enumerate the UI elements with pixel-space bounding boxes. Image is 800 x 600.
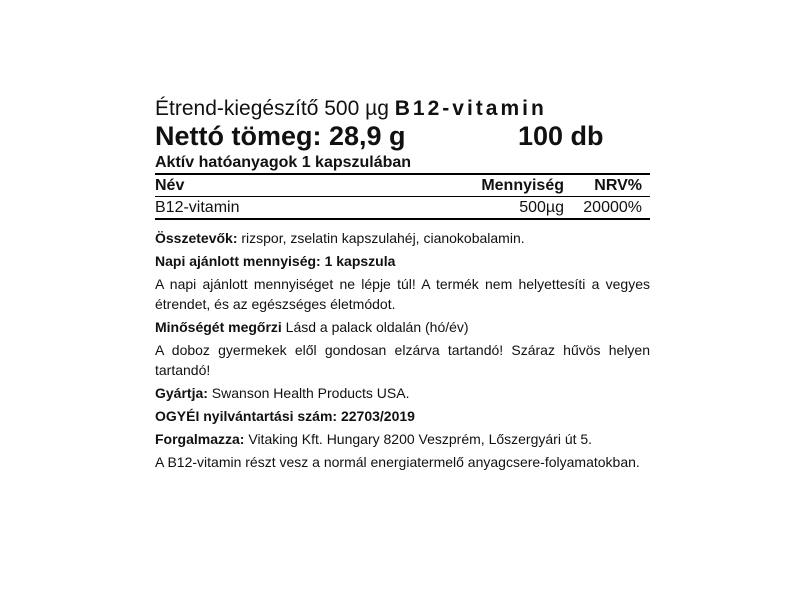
- manufacturer-text: Swanson Health Products USA.: [207, 385, 410, 401]
- best-before-text: Lásd a palack oldalán (hó/év): [281, 319, 469, 335]
- table-row: [155, 197, 650, 218]
- ingredients: [155, 228, 650, 248]
- capsule-count: 100 db: [518, 121, 604, 151]
- active-ingredients-title: Aktív hatóanyagok 1 kapszulában: [155, 154, 412, 171]
- distributor-text: Vitaking Kft. Hungary 8200 Veszprém, Lőszergyári út 5.: [244, 431, 593, 447]
- storage-instructions: A doboz gyermekek elől gondosan elzárva tartandó! Száraz hűvös helyen tartandó!: [155, 342, 650, 378]
- registration-number: OGYÉI nyilvántartási szám: 22703/2019: [155, 408, 415, 424]
- header-name: Név: [155, 177, 185, 194]
- net-weight-line: [155, 121, 650, 151]
- distributor-label: Forgalmazza:: [155, 431, 245, 447]
- distributor: [155, 429, 650, 449]
- health-claim: A B12-vitamin részt vesz a normál energiatermelő anyagcsere-folyamatokban.: [155, 454, 640, 470]
- best-before: [155, 317, 650, 337]
- header-nrv: NRV%: [594, 177, 642, 194]
- best-before-label: Minőségét megőrzi: [155, 319, 282, 335]
- product-label: [155, 96, 650, 475]
- product-type: Étrend-kiegészítő 500 µg: [155, 97, 389, 120]
- net-weight: Nettó tömeg: 28,9 g: [155, 121, 406, 151]
- cell-amount: 500µg: [519, 199, 564, 216]
- manufacturer: [155, 383, 650, 403]
- ingredients-label: Összetevők:: [155, 230, 238, 246]
- vitamin-name: B12-vitamin: [394, 97, 547, 120]
- ingredients-text: rizspor, zselatin kapszulahéj, cianokobalamin.: [237, 230, 525, 246]
- cell-nrv: 20000%: [583, 199, 642, 216]
- daily-dose: Napi ajánlott mennyiség: 1 kapszula: [155, 253, 396, 269]
- product-headline: [155, 96, 650, 121]
- dosage-warning: A napi ajánlott mennyiséget ne lépje túl! A termék nem helyettesíti a vegyes étrendet, és az egészséges életmódot.: [155, 276, 650, 312]
- cell-name: B12-vitamin: [155, 199, 240, 216]
- header-amount: Mennyiség: [481, 177, 564, 194]
- nutrition-table: [155, 173, 650, 220]
- label-text: [155, 228, 650, 472]
- manufacturer-label: Gyártja:: [155, 385, 208, 401]
- nutrition-table-header: [155, 175, 650, 197]
